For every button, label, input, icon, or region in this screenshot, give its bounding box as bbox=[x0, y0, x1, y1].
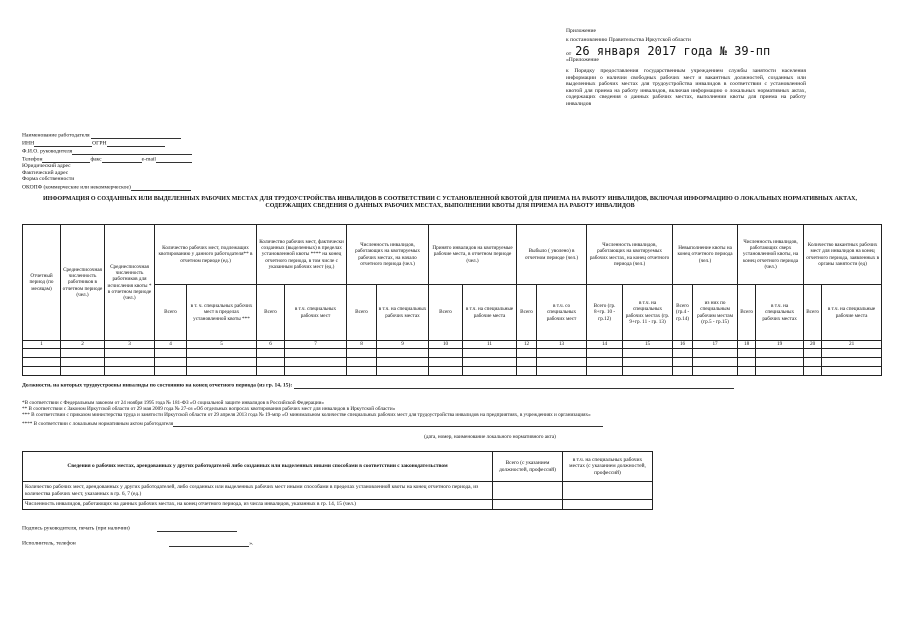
subheader-20: Всего bbox=[804, 285, 822, 341]
col-number: 5 bbox=[187, 341, 257, 349]
subheader-14: Всего (гр. 8+гр. 10 - гр.12) bbox=[587, 285, 623, 341]
inn-label: ИНН bbox=[22, 140, 35, 147]
subheader-19: в т.ч. на специальных рабочих местах bbox=[756, 285, 804, 341]
okopf-label: ОКОПФ (коммерческие или некоммерческое) bbox=[22, 184, 131, 191]
table-cell[interactable] bbox=[377, 349, 429, 358]
table-cell[interactable] bbox=[673, 367, 693, 376]
table-cell[interactable] bbox=[105, 349, 155, 358]
subheader-21: в т.ч. на специальные рабочие места bbox=[822, 285, 882, 341]
table-cell[interactable] bbox=[693, 358, 738, 367]
col-number: 7 bbox=[285, 341, 347, 349]
positions-line bbox=[22, 381, 882, 389]
table-cell[interactable] bbox=[23, 349, 61, 358]
table-cell[interactable] bbox=[822, 367, 882, 376]
director-signature-label: Подпись руководителя, печать (при наличии) bbox=[22, 525, 130, 532]
footnote: **** В соответствии с локальным нормативным актом работодателя bbox=[22, 420, 174, 427]
header-disabled-start: Численность инвалидов, работающих на квотируемых рабочих местах, на начало отчетного периода (чел.) bbox=[347, 225, 429, 285]
header-vacancies: Количество вакантных рабочих мест для инвалидов на конец отчетного периода, заявленных в органы занятости (ед) bbox=[804, 225, 882, 285]
header-quota-unfulfilled: Невыполнение квоты на конец отчетного периода (чел.) bbox=[673, 225, 738, 285]
table-cell[interactable] bbox=[155, 367, 187, 376]
executor-field[interactable] bbox=[169, 539, 249, 547]
header-over-quota: Численность инвалидов, работающих сверх установленной квоты, на конец отчетного периода (чел.) bbox=[738, 225, 804, 285]
table-cell[interactable] bbox=[756, 367, 804, 376]
table-cell[interactable] bbox=[105, 358, 155, 367]
table-cell[interactable] bbox=[429, 367, 463, 376]
legal-address-label: Юридический адрес bbox=[22, 163, 71, 169]
table-cell[interactable] bbox=[517, 367, 537, 376]
table-cell[interactable] bbox=[738, 367, 756, 376]
table-cell[interactable] bbox=[587, 358, 623, 367]
appendix-quote-start: «Приложение bbox=[566, 57, 599, 63]
table-cell[interactable] bbox=[493, 482, 563, 500]
table-cell[interactable] bbox=[537, 367, 587, 376]
info-row-disabled: Численность инвалидов, работающих на данных рабочих местах, на конец отчетного периода, из числа инвалидов, указанных в гр. 14, 15 (чел.) bbox=[23, 500, 493, 510]
column-number-row bbox=[23, 341, 882, 349]
appendix-date-number: 26 января 2017 года № 39-пп bbox=[575, 44, 771, 58]
col-number: 16 bbox=[673, 341, 693, 349]
table-cell[interactable] bbox=[822, 349, 882, 358]
table-cell[interactable] bbox=[23, 367, 61, 376]
phone-label: Телефон bbox=[22, 156, 43, 163]
col-number: 2 bbox=[61, 341, 105, 349]
header-hired: Принято инвалидов на квотируемые рабочие места, в отчетном периоде (чел.) bbox=[429, 225, 517, 285]
table-cell[interactable] bbox=[105, 367, 155, 376]
col-number: 4 bbox=[155, 341, 187, 349]
col-number: 1 bbox=[23, 341, 61, 349]
employer-name-field[interactable] bbox=[91, 131, 181, 139]
act-caption: (дата, номер, наименование локального нормативного акта) bbox=[424, 434, 556, 440]
table-cell[interactable] bbox=[693, 367, 738, 376]
header-quota-places: Количество рабочих мест, подлежащих квотированию у данного работодателя** в отчетном периоде (ед.) bbox=[155, 225, 257, 285]
table-cell[interactable] bbox=[756, 349, 804, 358]
subheader-6: Всего bbox=[257, 285, 285, 341]
table-cell[interactable] bbox=[187, 367, 257, 376]
main-table bbox=[22, 224, 882, 376]
ogrn-label: ОГРН bbox=[92, 140, 107, 147]
subheader-17: из них по специальным рабочим местам (гр.5 - гр.15) bbox=[693, 285, 738, 341]
table-cell[interactable] bbox=[693, 349, 738, 358]
table-row bbox=[23, 367, 882, 376]
footnote: ** В соответствии с Законом Иркутской области от 29 мая 2009 года № 27-оз «Об отдельных вопросах квотирования рабочих мест для инвалидов в Иркутской области» bbox=[22, 406, 396, 413]
col-number: 20 bbox=[804, 341, 822, 349]
table-cell[interactable] bbox=[377, 358, 429, 367]
table-cell[interactable] bbox=[804, 358, 822, 367]
col-number: 18 bbox=[738, 341, 756, 349]
table-cell[interactable] bbox=[463, 367, 517, 376]
table-cell[interactable] bbox=[623, 358, 673, 367]
table-cell[interactable] bbox=[429, 358, 463, 367]
table-cell[interactable] bbox=[463, 349, 517, 358]
table-cell[interactable] bbox=[537, 349, 587, 358]
employer-fields bbox=[22, 131, 262, 191]
col-number: 9 bbox=[377, 341, 429, 349]
ogrn-field[interactable] bbox=[107, 139, 165, 147]
subheader-10: Всего bbox=[429, 285, 463, 341]
okopf-row bbox=[22, 183, 262, 191]
appendix-resolution: к постановлению Правительства Иркутской области bbox=[566, 37, 691, 43]
table-cell[interactable] bbox=[347, 367, 377, 376]
header-created-places: Количество рабочих мест, фактически созданных (выделенных) в пределах установленной квоты **** на конец отчетного периода, в том числе с указанным рабочих мест (ед.) bbox=[257, 225, 347, 285]
col-number: 14 bbox=[587, 341, 623, 349]
table-cell[interactable] bbox=[738, 349, 756, 358]
fax-field[interactable] bbox=[102, 155, 142, 163]
info-header-special: в т.ч. на специальных рабочих местах (с указанием должностей, профессий) bbox=[563, 452, 653, 482]
director-signature-field[interactable] bbox=[157, 524, 237, 532]
rented-places-table bbox=[22, 451, 653, 510]
employer-name-label: Наименование работодателя bbox=[22, 132, 90, 139]
subheader-9: в т.ч. на специальных рабочих местах bbox=[377, 285, 429, 341]
table-cell[interactable] bbox=[756, 358, 804, 367]
table-row bbox=[23, 482, 653, 500]
table-cell[interactable] bbox=[257, 349, 285, 358]
col-number: 15 bbox=[623, 341, 673, 349]
header-disabled-end: Численность инвалидов, работающих на квотируемых рабочих местах, на конец отчетного периода (чел.) bbox=[587, 225, 673, 285]
table-row bbox=[23, 349, 882, 358]
table-cell[interactable] bbox=[563, 500, 653, 510]
table-cell[interactable] bbox=[347, 358, 377, 367]
contacts-row bbox=[22, 155, 262, 163]
table-cell[interactable] bbox=[587, 349, 623, 358]
table-cell[interactable] bbox=[673, 358, 693, 367]
footnote-act-row bbox=[22, 419, 882, 427]
header-avg-quota-headcount: Среднесписочная численность работников для исчисления квоты * в отчетном периоде (чел.) bbox=[105, 225, 155, 341]
table-cell[interactable] bbox=[623, 349, 673, 358]
table-cell[interactable] bbox=[285, 349, 347, 358]
closing-mark: ». bbox=[249, 540, 254, 547]
email-field[interactable] bbox=[156, 155, 192, 163]
col-number: 19 bbox=[756, 341, 804, 349]
appendix-from-prefix: от bbox=[566, 51, 572, 57]
col-number: 21 bbox=[822, 341, 882, 349]
footnotes bbox=[22, 400, 882, 427]
col-number: 8 bbox=[347, 341, 377, 349]
employer-name-row bbox=[22, 131, 262, 139]
table-cell[interactable] bbox=[804, 349, 822, 358]
subheader-7: в т.ч. специальных рабочих мест bbox=[285, 285, 347, 341]
positions-label: Должности, на которых трудоустроены инвалиды по состоянию на конец отчетного периода (из гр. 14, 15): bbox=[22, 382, 293, 389]
table-cell[interactable] bbox=[155, 358, 187, 367]
phone-field[interactable] bbox=[42, 155, 90, 163]
table-cell[interactable] bbox=[623, 367, 673, 376]
table-cell[interactable] bbox=[187, 349, 257, 358]
head-label: Ф.И.О. руководителя bbox=[22, 148, 73, 155]
executor-label: Исполнитель, телефон bbox=[22, 540, 76, 547]
table-cell[interactable] bbox=[61, 358, 105, 367]
table-cell[interactable] bbox=[257, 358, 285, 367]
col-number: 12 bbox=[517, 341, 537, 349]
col-number: 17 bbox=[693, 341, 738, 349]
inn-row bbox=[22, 139, 262, 147]
table-cell[interactable] bbox=[23, 358, 61, 367]
table-cell[interactable] bbox=[155, 349, 187, 358]
subheader-4: Всего bbox=[155, 285, 187, 341]
info-row-places: Количество рабочих мест, арендованных у других работодателей, либо созданных или выделенных рабочих мест иными способами в пределах установленной квоты на конец отчетного периода, из количества рабочих мест, указанных в гр. 6, 7 (ед.) bbox=[23, 482, 493, 500]
table-header-row bbox=[23, 225, 882, 285]
page-title: ИНФОРМАЦИЯ О СОЗДАННЫХ ИЛИ ВЫДЕЛЕННЫХ РАБОЧИХ МЕСТАХ ДЛЯ ТРУДОУСТРОЙСТВА ИНВАЛИДОВ В СООТВЕТСТВИИ С УСТАНОВЛЕННОЙ КВОТОЙ ДЛЯ ПРИЕМА НА РАБОТУ ИНВАЛИДОВ, ВКЛЮЧАЯ ИНФОРМАЦИЮ О ЛОКАЛЬНЫХ НОРМАТИВНЫХ АКТАХ, СОДЕРЖАЩИХ СВЕДЕНИЯ О ДАННЫХ РАБОЧИХ МЕСТАХ, ВЫПОЛНЕНИИ КВОТЫ ДЛЯ ПРИЕМА НА РАБОТУ ИНВАЛИДОВ bbox=[42, 196, 857, 209]
table-cell[interactable] bbox=[517, 349, 537, 358]
subheader-18: Всего bbox=[738, 285, 756, 341]
table-cell[interactable] bbox=[463, 358, 517, 367]
footnote: *** В соответствии с приказом министерства труда и занятости Иркутской области от 29 апреля 2013 года № 19-мпр «О минимальном количестве специальных рабочих мест для трудоустройства инвалидов на предприятиях, в учреждениях и организациях» bbox=[22, 412, 591, 419]
col-number: 13 bbox=[537, 341, 587, 349]
subheader-16: Всего (гр.4 - гр.14) bbox=[673, 285, 693, 341]
subheader-12: Всего bbox=[517, 285, 537, 341]
table-row bbox=[23, 358, 882, 367]
table-cell[interactable] bbox=[285, 367, 347, 376]
table-cell[interactable] bbox=[738, 358, 756, 367]
info-header-main: Сведения о рабочих местах, арендованных у других работодателей либо созданных или выделенных иными способами в соответствии с законодательством bbox=[23, 452, 493, 482]
head-field[interactable] bbox=[72, 147, 192, 155]
subheader-15: в т.ч. на специальных рабочих местах (гр. 9+гр. 11 - гр. 13) bbox=[623, 285, 673, 341]
okopf-field[interactable] bbox=[131, 183, 191, 191]
table-cell[interactable] bbox=[587, 367, 623, 376]
table-cell[interactable] bbox=[347, 349, 377, 358]
table-cell[interactable] bbox=[517, 358, 537, 367]
table-cell[interactable] bbox=[377, 367, 429, 376]
table-cell[interactable] bbox=[822, 358, 882, 367]
header-dismissed: Выбыло ( уволено) в отчетном периоде (чел.) bbox=[517, 225, 587, 285]
table-cell[interactable] bbox=[563, 482, 653, 500]
table-header-row bbox=[23, 452, 653, 482]
inn-field[interactable] bbox=[34, 139, 92, 147]
table-cell[interactable] bbox=[61, 349, 105, 358]
legal-address-row bbox=[22, 163, 262, 170]
appendix-label: Приложение bbox=[566, 28, 597, 34]
appendix-body: к Порядку предоставления государственным учреждением службы занятости населения информации о наличии свободных рабочих мест и вакантных должностей, созданных или выделенных рабочих местах для трудоустройства инвалидов в соответствии с установленной квотой для приема на работу инвалидов, включая информацию о локальных нормативных актах, содержащих сведения о данных рабочих местах, выполнении квоты для приема на работу инвалидов bbox=[566, 68, 806, 107]
table-cell[interactable] bbox=[673, 349, 693, 358]
footnote: *В соответствии с Федеральным законом от 24 ноября 1995 года № 181-ФЗ «О социальной защите инвалидов в Российской Федерации» bbox=[22, 400, 325, 406]
positions-field[interactable] bbox=[294, 381, 734, 389]
email-label: e-mail bbox=[141, 156, 156, 163]
col-number: 3 bbox=[105, 341, 155, 349]
subheader-5: в т. ч. специальных рабочих мест в пределах установленной квоты *** bbox=[187, 285, 257, 341]
header-avg-headcount: Среднесписочная численность работников в отчетном периоде (чел.) bbox=[61, 225, 105, 341]
director-signature-row bbox=[22, 524, 237, 532]
table-cell[interactable] bbox=[61, 367, 105, 376]
table-row bbox=[23, 500, 653, 510]
fax-label: факс bbox=[90, 156, 102, 163]
local-act-field[interactable] bbox=[173, 419, 603, 427]
subheader-8: Всего bbox=[347, 285, 377, 341]
subheader-13: в т.ч. со специальных рабочих мест bbox=[537, 285, 587, 341]
table-cell[interactable] bbox=[493, 500, 563, 510]
table-cell[interactable] bbox=[257, 367, 285, 376]
header-period: Отчетный период (по месяцам) bbox=[23, 225, 61, 341]
table-cell[interactable] bbox=[285, 358, 347, 367]
head-row bbox=[22, 147, 262, 155]
executor-row bbox=[22, 539, 253, 547]
table-cell[interactable] bbox=[537, 358, 587, 367]
table-cell[interactable] bbox=[187, 358, 257, 367]
actual-address-label: Фактический адрес bbox=[22, 169, 69, 176]
table-cell[interactable] bbox=[429, 349, 463, 358]
col-number: 10 bbox=[429, 341, 463, 349]
info-header-total: Всего (с указанием должностей, профессий) bbox=[493, 452, 563, 482]
table-cell[interactable] bbox=[804, 367, 822, 376]
ownership-row bbox=[22, 176, 262, 183]
subheader-11: в т.ч. на специальные рабочие места bbox=[463, 285, 517, 341]
ownership-label: Форма собственности bbox=[22, 176, 75, 183]
col-number: 11 bbox=[463, 341, 517, 349]
col-number: 6 bbox=[257, 341, 285, 349]
